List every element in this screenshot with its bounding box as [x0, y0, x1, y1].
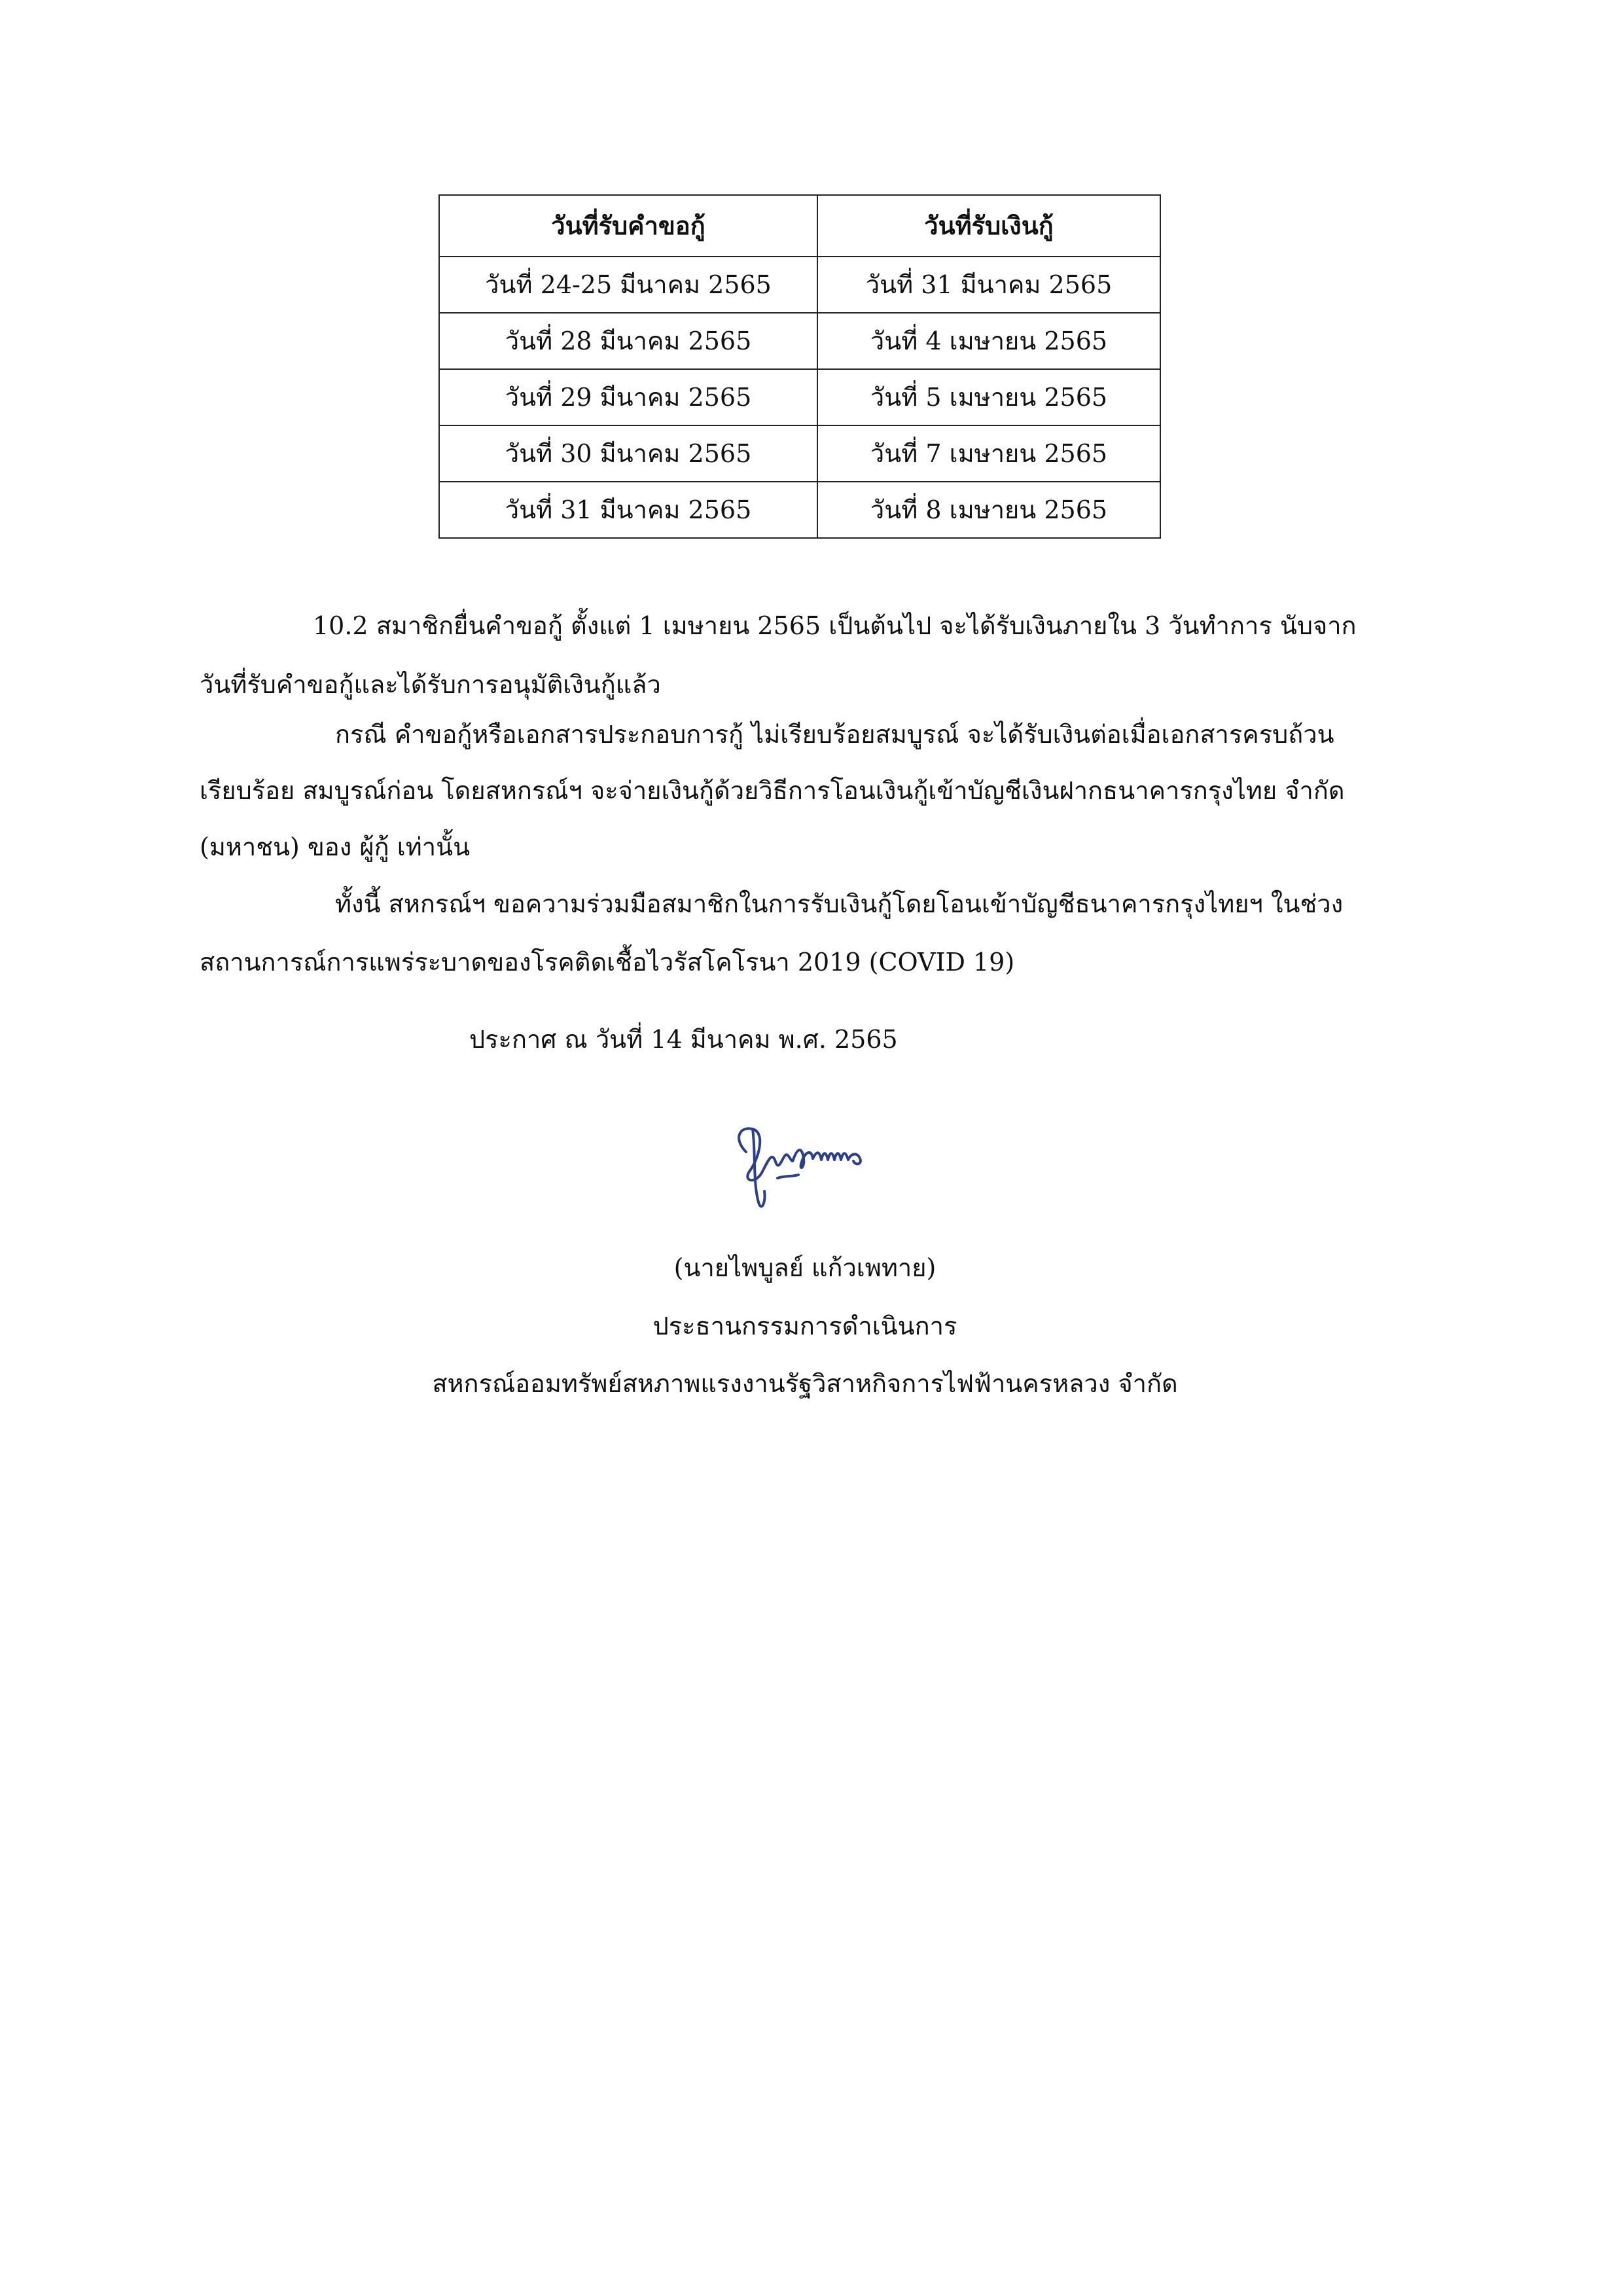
table-header-row: [439, 195, 1160, 257]
table-row: [439, 425, 1160, 482]
receive-date-cell: วันที่ 31 มีนาคม 2565: [817, 257, 1160, 313]
request-date-cell: วันที่ 31 มีนาคม 2565: [439, 482, 817, 538]
request-date-cell: วันที่ 29 มีนาคม 2565: [439, 369, 817, 425]
announcement-date: ประกาศ ณ วันที่ 14 มีนาคม พ.ศ. 2565: [469, 1025, 898, 1054]
organization-name: สหกรณ์ออมทรัพย์สหภาพแรงงานรัฐวิสาหกิจการไฟฟ้านครหลวง จำกัด: [432, 1369, 1178, 1398]
signer-title: ประธานกรรมการดำเนินการ: [652, 1312, 957, 1340]
receive-date-cell: วันที่ 7 เมษายน 2565: [817, 425, 1160, 482]
signer-name: (นายไพบูลย์ แก้วเพทาย): [673, 1253, 936, 1282]
receive-date-cell: วันที่ 4 เมษายน 2565: [817, 313, 1160, 369]
header-receive-date: วันที่รับเงินกู้: [817, 195, 1160, 257]
request-date-cell: วันที่ 30 มีนาคม 2565: [439, 425, 817, 482]
loan-schedule-table: [438, 194, 1161, 539]
table-row: [439, 257, 1160, 313]
receive-date-cell: วันที่ 8 เมษายน 2565: [817, 482, 1160, 538]
header-request-date: วันที่รับคำขอกู้: [439, 195, 817, 257]
paragraph-incomplete-docs-line-1: กรณี คำขอกู้หรือเอกสารประกอบการกู้ ไม่เรียบร้อยสมบูรณ์ จะได้รับเงินต่อเมื่อเอกสารครบถ้วน: [335, 720, 1334, 749]
paragraph-incomplete-docs-line-3: (มหาชน) ของ ผู้กู้ เท่านั้น: [200, 833, 471, 861]
paragraph-10-2-line-1: 10.2 สมาชิกยื่นคำขอกู้ ตั้งแต่ 1 เมษายน 2565 เป็นต้นไป จะได้รับเงินภายใน 3 วันทำการ นับจาก: [313, 611, 1357, 640]
receive-date-cell: วันที่ 5 เมษายน 2565: [817, 369, 1160, 425]
request-date-cell: วันที่ 24-25 มีนาคม 2565: [439, 257, 817, 313]
paragraph-10-2-line-2: วันที่รับคำขอกู้และได้รับการอนุมัติเงินกู้แล้ว: [200, 670, 661, 699]
table-row: [439, 313, 1160, 369]
paragraph-incomplete-docs-line-2: เรียบร้อย สมบูรณ์ก่อน โดยสหกรณ์ฯ จะจ่ายเงินกู้ด้วยวิธีการโอนเงินกู้เข้าบัญชีเงินฝากธนาคารกรุงไทย จำกัด: [200, 776, 1345, 805]
handwritten-signature: [720, 1113, 890, 1217]
table-row: [439, 482, 1160, 538]
request-date-cell: วันที่ 28 มีนาคม 2565: [439, 313, 817, 369]
table-row: [439, 369, 1160, 425]
paragraph-cooperation-line-1: ทั้งนี้ สหกรณ์ฯ ขอความร่วมมือสมาชิกในการรับเงินกู้โดยโอนเข้าบัญชีธนาคารกรุงไทยฯ ในช่วง: [335, 889, 1344, 918]
paragraph-cooperation-line-2: สถานการณ์การแพร่ระบาดของโรคติดเชื้อไวรัสโคโรนา 2019 (COVID 19): [200, 948, 1015, 977]
